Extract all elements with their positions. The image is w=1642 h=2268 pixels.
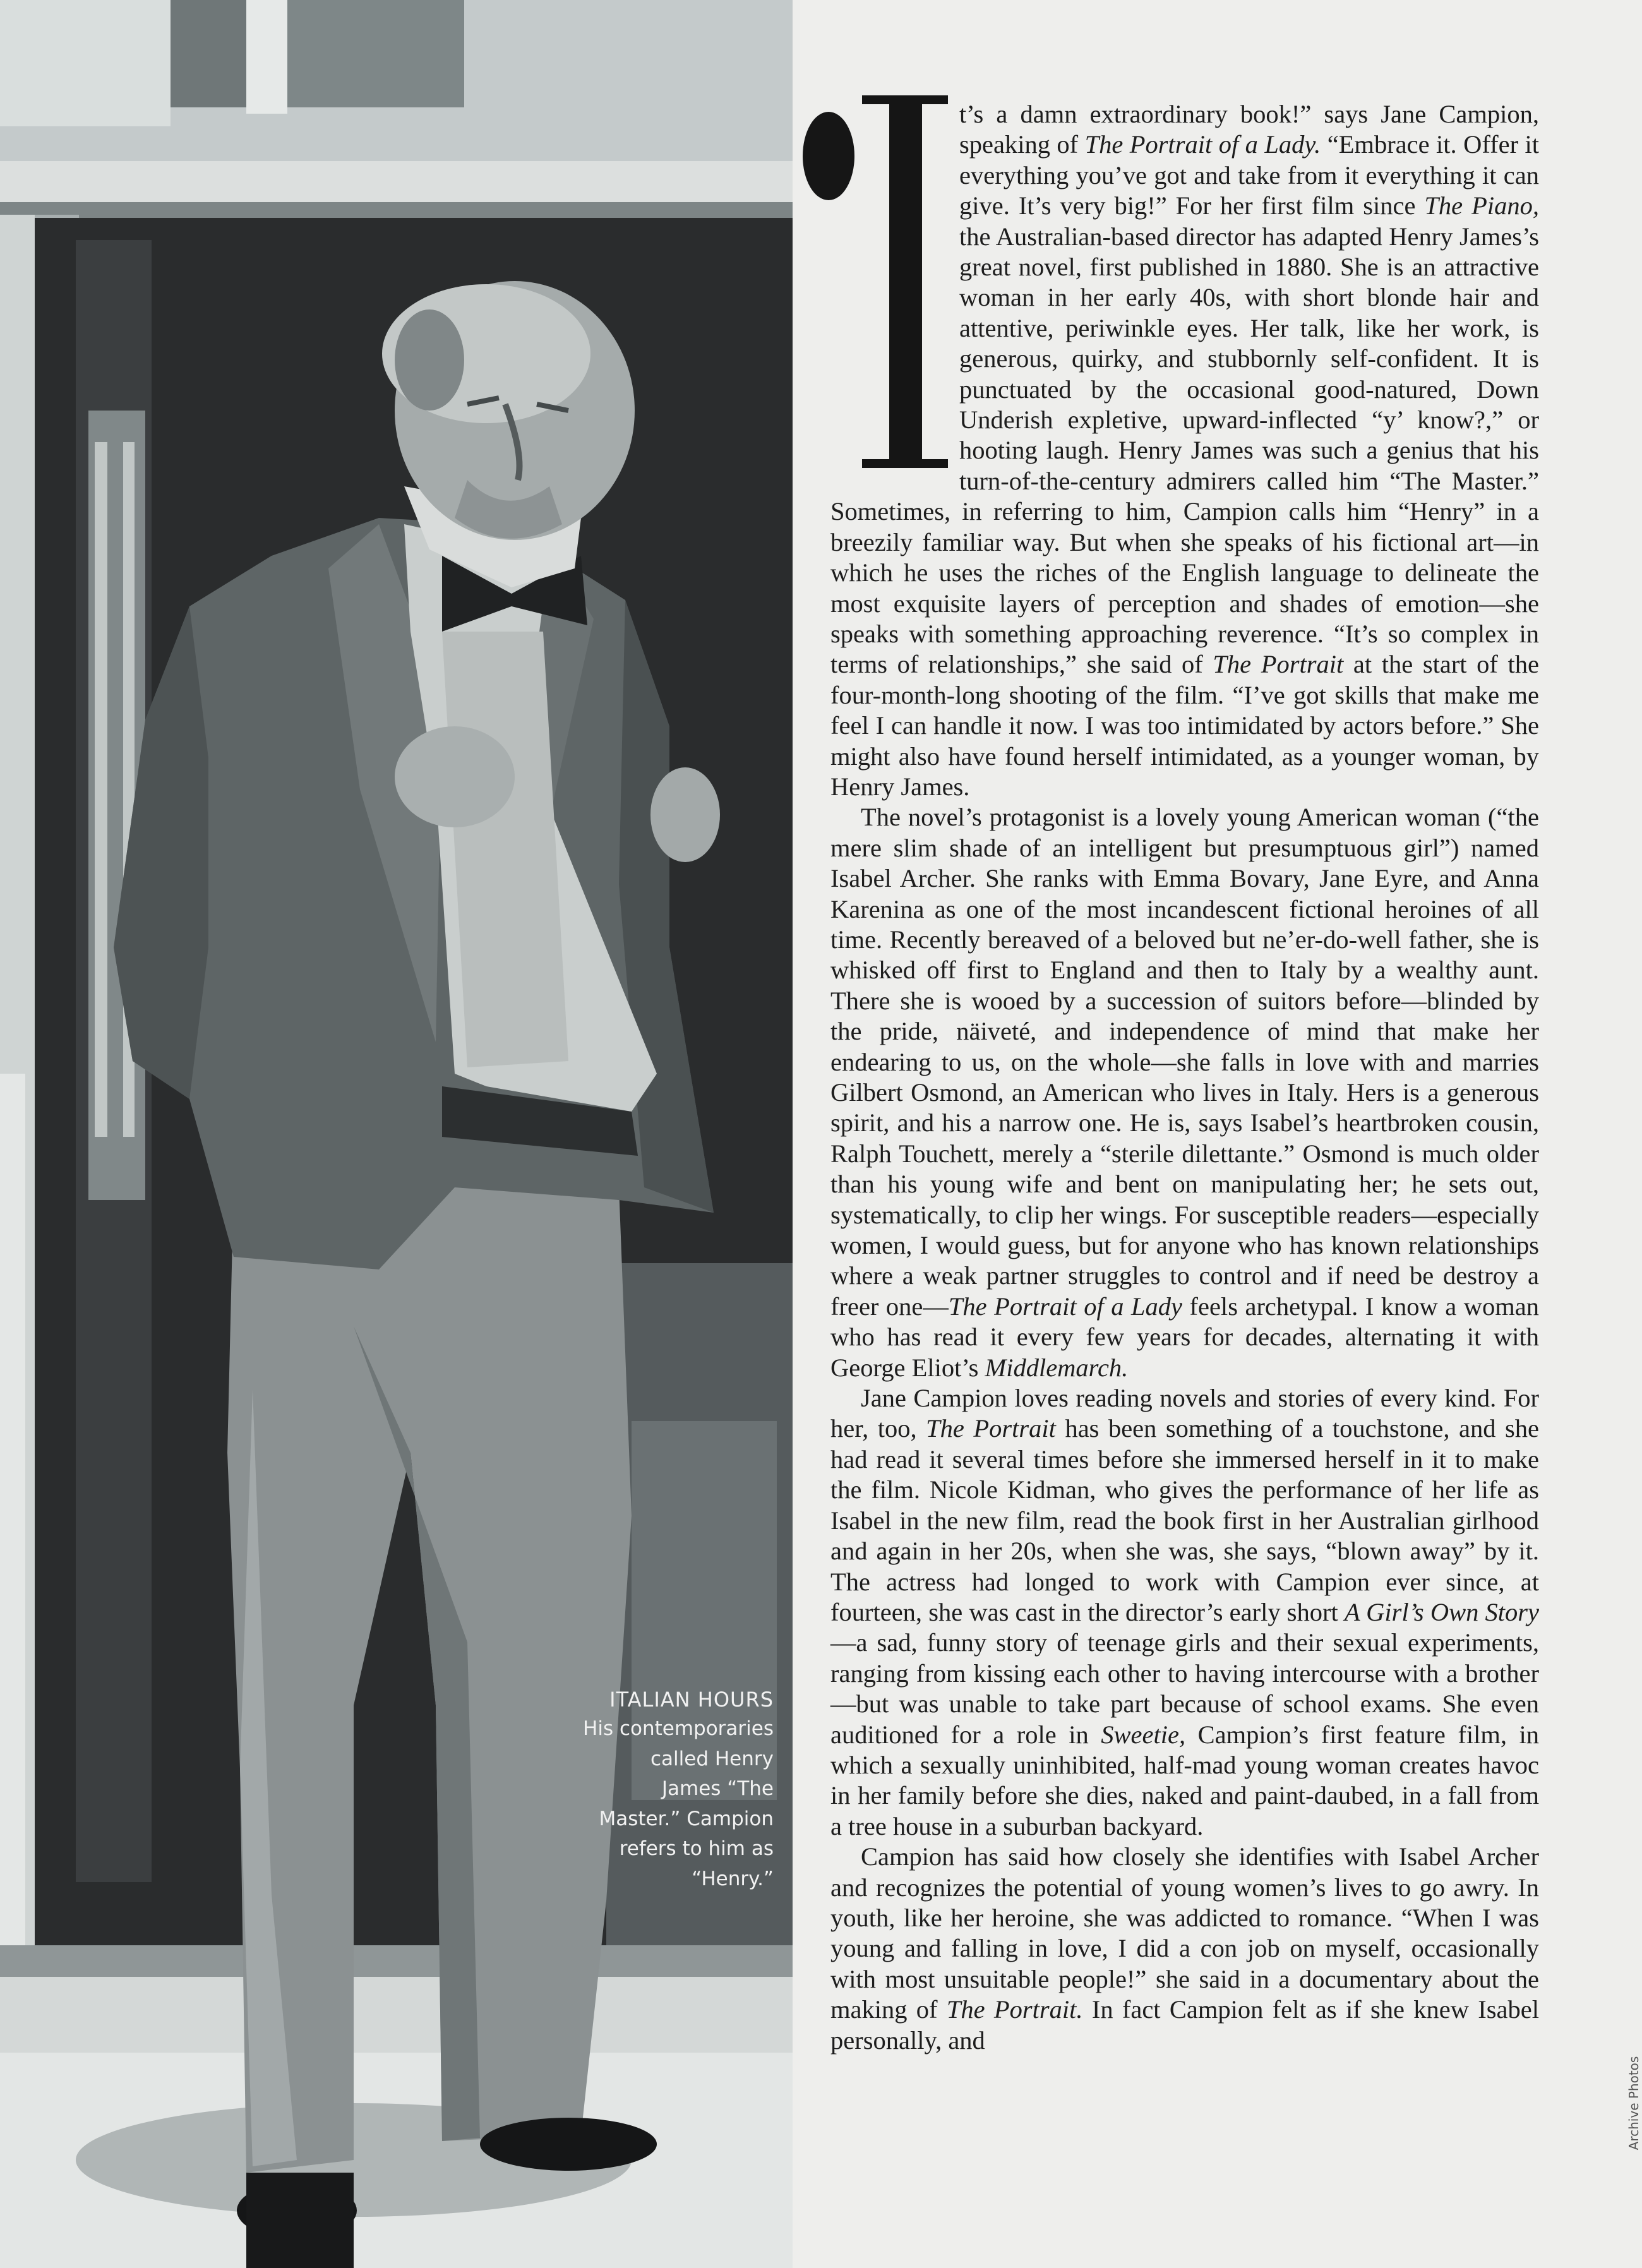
italic-title-text: The Portrait [926,1414,1056,1443]
article-paragraph [830,802,1539,1383]
italic-title-text: The Portrait of a Lady [948,1292,1182,1321]
paragraph-text: at the start of the four-month-long shooting of the film. “I’ve got skills that make me feel I can handle it now. I was too intimidated by actors before.” She might also have found herself intimidated, as a younger woman, by Henry James. [830,650,1539,801]
caption-line: “Henry.” [692,1867,774,1890]
italic-title-text: The Piano, [1424,191,1539,220]
italic-title-text: The Portrait. [946,1995,1083,2024]
italic-title-text: Middlemarch. [985,1353,1129,1382]
article-body [830,99,1539,2056]
paragraph-text: feels archetypal. I know a woman who has read it every few years for decades, alternating it with George Eliot’s [830,1292,1539,1382]
photo-caption [480,1685,774,1894]
photo-credit-text: Archive Photos [1626,2056,1641,2151]
caption-line: His contemporaries [583,1717,774,1740]
article-paragraph [830,1842,1539,2056]
paragraph-text: The novel’s protagonist is a lovely young American woman (“the mere slim shade of an intelligent but presumptuous girl”) named Isabel Archer. She ranks with Emma Bovary, Jane Eyre, and Anna Karenina as one of the most incandescent fictional heroines of all time. Recently bereaved of a beloved but ne’er-do-well father, she is whisked off first to England and then to Italy by a wealthy aunt. There she is wooed by a succession of suitors before—blinded by the pride, näiveté, and independence of mind that make her endearing to us, on the whole—she falls in love with and marries Gilbert Osmond, an American who lives in Italy. Hers is a generous spirit, and his a narrow one. He is, says Isabel’s heartbroken cousin, Ralph Touchett, merely a “sterile dilettante.” Osmond is much older than his young wife and bent on manipulating her; he sets out, systematically, to clip her wings. For susceptible readers—especially women, I would guess, but for anyone who has known relationships where a weak partner struggles to control and if need be destroy a freer one— [830,803,1539,1321]
henry-james-photo [0,0,793,2268]
caption-title: ITALIAN HOURS [609,1688,774,1712]
paragraph-text: has been something of a touchstone, and she had read it several times before she immersed herself in it to make the film. Nicole Kidman, who gives the performance of her life as Isabel in the new film, read the book first in her Australian girlhood and again in her 20s, when she was, she says, “blown away” by it. The actress had longed to work with Campion ever since, at fourteen, she was cast in the director’s early short [830,1414,1539,1626]
paragraph-text: the Australian-based director has adapted Henry James’s great novel, first published in 1880. She is an attractive woman in her early 40s, with short blonde hair and attentive, periwinkle eyes. Her talk, like her work, is generous, quirky, and stubbornly self-confident. It is punctuated by the occasional good-natured, Down Underish expletive, upward-inflected “y’ know?,” or hooting laugh. Henry James was such a genius that his turn-of-the-century admirers called him “The Master.” Sometimes, in referring to him, Campion calls him “Henry” in a breezily familiar way. But when she speaks of his fictional art—in which he uses the riches of the English language to delineate the most exquisite layers of perception and shades of emotion—she speaks with something approaching reverence. “It’s so complex in terms of relationships,” she said of [830,222,1539,679]
paragraph-text: “Embrace it. Offer it everything you’ve got and take from it everything it can give. It’s very big!” For her first film since [959,130,1540,220]
photo-credit [1628,2046,1639,2160]
paragraph-text: —a sad, funny story of teenage girls and their sexual experiments, ranging from kissing each other to having intercourse with a brother—but was unable to take part because of school exams. She even auditioned for a role in [830,1628,1539,1749]
italic-title-text: A Girl’s Own Story [1344,1597,1539,1626]
paragraph-text: Campion’s first feature film, in which a sexually uninhibited, half-mad young woman creates havoc in her family before she dies, naked and paint-daubed, in a fall from a tree house in a suburban backyard. [830,1720,1539,1840]
caption-line: refers to him as [619,1837,774,1860]
caption-line: Master.” Campion [599,1807,774,1830]
paragraph-text: Campion has said how closely she identifies with Isabel Archer and recognizes the potential of young women’s lives to go awry. In youth, like her heroine, she was addicted to romance. “When I was young and falling in love, I did a con job on myself, occasionally with most unsuitable people!” she said in a documentary about the making of [830,1842,1539,2024]
italic-title-text: The Portrait of a Lady. [1084,130,1321,159]
italic-title-text: The Portrait [1213,650,1344,679]
decorative-dot-ornament [803,112,854,200]
caption-line: called Henry [650,1747,774,1770]
drop-cap-letter [860,95,948,468]
article-paragraph [830,99,1539,802]
photo-illustration [0,0,793,2268]
caption-line: James “The [661,1777,774,1800]
paragraph-text: Jane Campion loves reading novels and stories of every kind. For her, too, [830,1384,1539,1443]
italic-title-text: Sweetie, [1101,1720,1186,1749]
paragraph-text: t’s a damn extraordinary book!” says Jane Campion, speaking of [959,100,1539,159]
paragraph-text: In fact Campion felt as if she knew Isabel personally, and [830,1995,1540,2055]
article-paragraph [830,1383,1539,1842]
